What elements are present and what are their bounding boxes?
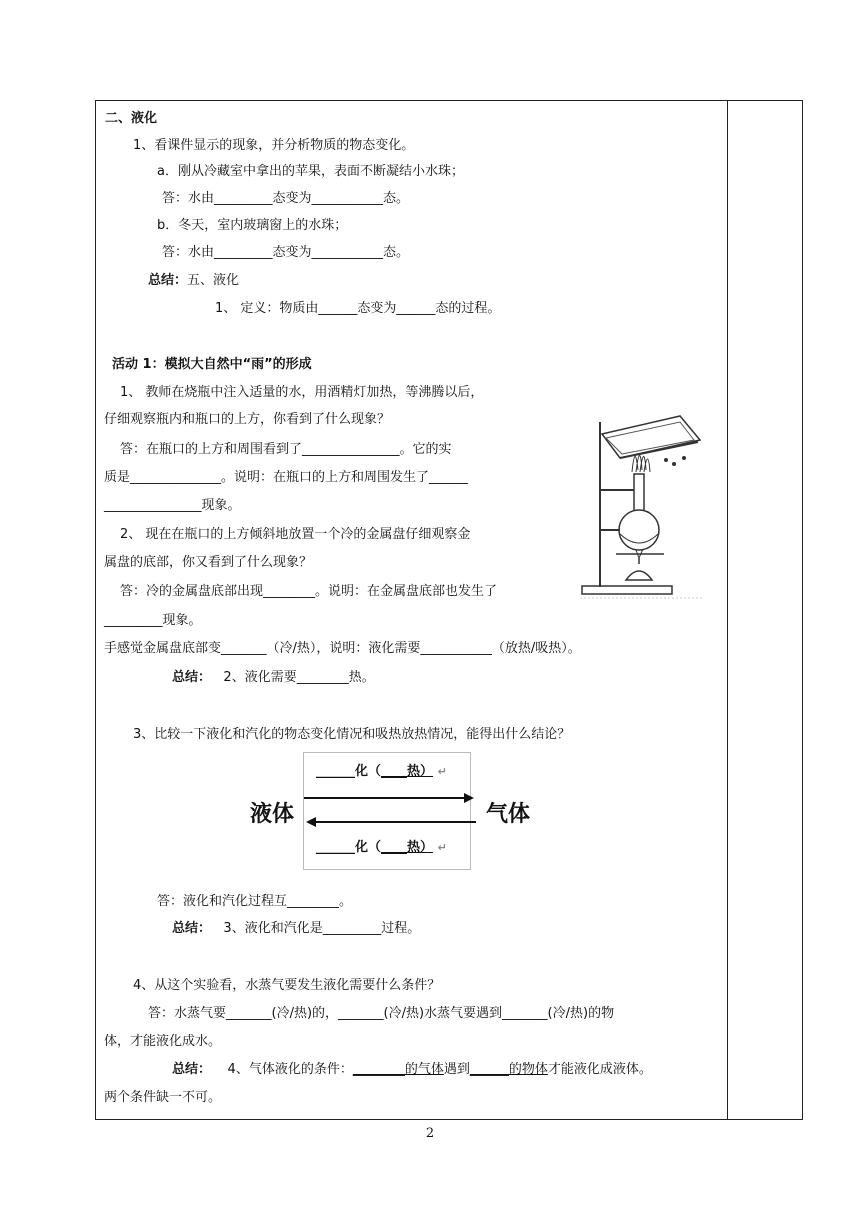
summary4 bbox=[172, 1061, 652, 1079]
arrow-left-head bbox=[306, 817, 316, 827]
activity-line-8: 答：冷的金属盘底部出现________。说明：在金属盘底部也发生了 bbox=[120, 584, 498, 599]
summary4-text-4: ______的物体 bbox=[469, 1062, 548, 1077]
activity-line-9: _________现象。 bbox=[104, 613, 202, 628]
activity-line-6: 2、 现在在瓶口的上方倾斜地放置一个冷的金属盘仔细观察金 bbox=[120, 527, 471, 542]
activity-line-1: 1、 教师在烧瓶中注入适量的水，用酒精灯加热，等沸腾以后， bbox=[120, 385, 484, 400]
table-divider bbox=[727, 100, 728, 1120]
summary1-definition: 1、 定义：物质由______态变为______态的过程。 bbox=[215, 301, 501, 316]
diagram-top-label: ______化（____热） ↵ bbox=[316, 764, 447, 779]
summary4-text-5: 才能液化成液体。 bbox=[547, 1062, 652, 1077]
liquid-label: 液体 bbox=[250, 802, 295, 827]
activity-line-3: 答：在瓶口的上方和周围看到了_______________。它的实 bbox=[120, 442, 452, 457]
summary-label: 总结： bbox=[148, 273, 188, 288]
q4-answer-2: 体，才能液化成水。 bbox=[104, 1034, 222, 1049]
q1-intro: 1、看课件显示的现象，并分析物质的物态变化。 bbox=[133, 138, 415, 153]
summary3 bbox=[172, 920, 420, 938]
q4-answer-1: 答：水蒸气要_______(冷/热)的，_______(冷/热)水蒸气要遇到_______(冷/热)的物 bbox=[148, 1006, 615, 1021]
q1-a-answer: 答：水由_________态变为___________态。 bbox=[162, 191, 410, 206]
summary1 bbox=[148, 272, 239, 290]
bottom-heat-blank: ____热） bbox=[381, 840, 434, 855]
q1-a: a．刚从冷藏室中拿出的苹果，表面不断凝结小水珠； bbox=[157, 164, 464, 179]
summary4-note: 两个条件缺一不可。 bbox=[104, 1090, 222, 1105]
activity-line-5: _______________现象。 bbox=[104, 498, 241, 513]
summary4-text-1: 4、气体液化的条件： bbox=[227, 1062, 353, 1077]
summary-label: 总结： bbox=[172, 1062, 212, 1077]
gas-label: 气体 bbox=[486, 802, 531, 827]
section-title: 二、液化 bbox=[105, 111, 158, 126]
summary4-text-3: 遇到 bbox=[443, 1062, 470, 1077]
summary-label: 总结： bbox=[172, 921, 212, 936]
activity-line-4: 质是______________。说明：在瓶口的上方和周围发生了______ bbox=[104, 470, 469, 485]
top-change-blank: ______化（ bbox=[316, 764, 382, 779]
flask-apparatus-illustration bbox=[580, 412, 704, 602]
summary2-text: 2、液化需要________热。 bbox=[223, 670, 375, 685]
diagram-arrows bbox=[300, 790, 480, 830]
page-number: 2 bbox=[425, 1126, 435, 1141]
summary2 bbox=[172, 669, 375, 687]
summary4-text-2: ________的气体 bbox=[352, 1062, 444, 1077]
q1-b: b．冬天，室内玻璃窗上的水珠； bbox=[157, 218, 348, 233]
arrow-right-head bbox=[464, 793, 474, 803]
q4-question: 4、从这个实验看，水蒸气要发生液化需要什么条件？ bbox=[133, 978, 441, 993]
q3-answer: 答：液化和汽化过程互________。 bbox=[157, 894, 353, 909]
activity-title: 活动 1：模拟大自然中“雨”的形成 bbox=[112, 357, 312, 372]
activity-line-7: 属盘的底部，你又看到了什么现象？ bbox=[104, 555, 313, 570]
summary1-title: 五、液化 bbox=[187, 273, 240, 288]
activity-line-10: 手感觉金属盘底部变_______（冷/热），说明：液化需要___________（放热/吸热）。 bbox=[104, 641, 581, 656]
activity-line-2: 仔细观察瓶内和瓶口的上方，你看到了什么现象？ bbox=[104, 412, 391, 427]
summary-label: 总结： bbox=[172, 670, 212, 685]
q1-b-answer: 答：水由_________态变为___________态。 bbox=[162, 245, 410, 260]
top-heat-blank: ____热） bbox=[381, 764, 434, 779]
summary3-text: 3、液化和汽化是_________过程。 bbox=[223, 921, 421, 936]
bottom-change-blank: ______化（ bbox=[316, 840, 382, 855]
q3-question: 3、比较一下液化和汽化的物态变化情况和吸热放热情况，能得出什么结论？ bbox=[133, 727, 571, 742]
diagram-bottom-label: ______化（____热） ↵ bbox=[316, 840, 447, 855]
